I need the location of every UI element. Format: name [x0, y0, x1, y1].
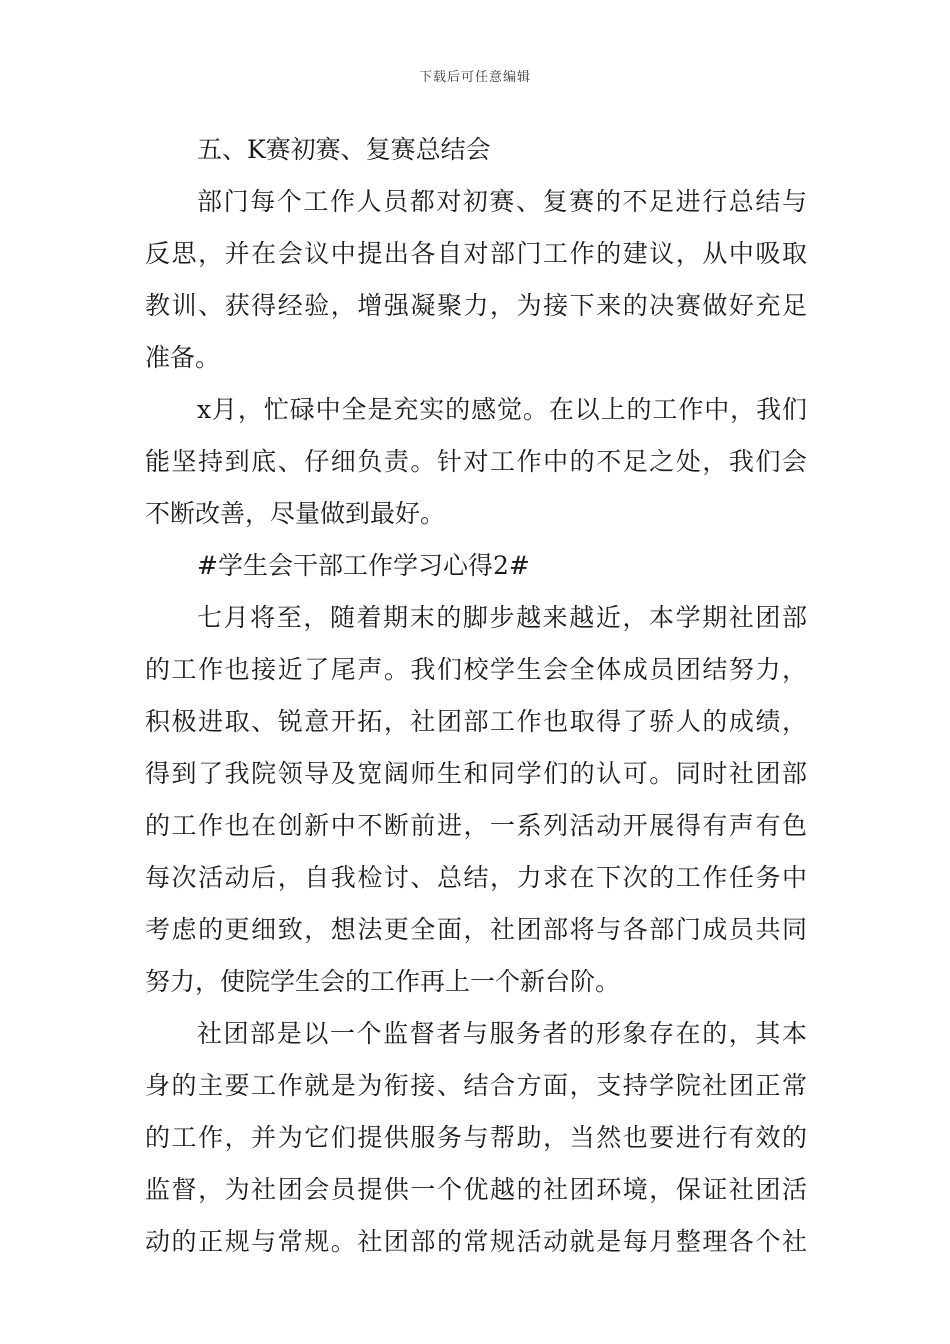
- paragraph-line: 每次活动后，自我检讨、总结，力求在下次的工作任务中: [145, 863, 807, 892]
- paragraph-line: 部门每个工作人员都对初赛、复赛的不足进行总结与: [197, 187, 807, 216]
- paragraph-line: 能坚持到底、仔细负责。针对工作中的不足之处，我们会: [145, 447, 807, 476]
- paragraph-line: 考虑的更细致，想法更全面，社团部将与各部门成员共同: [145, 915, 807, 944]
- paragraph-line: 努力，使院学生会的工作再上一个新台阶。: [145, 967, 621, 996]
- paragraph-line: 动的正规与常规。社团部的常规活动就是每月整理各个社: [145, 1227, 807, 1256]
- paragraph-line: 的工作也在创新中不断前进，一系列活动开展得有声有色: [145, 811, 807, 840]
- paragraph-line: 的工作也接近了尾声。我们校学生会全体成员团结努力，: [145, 655, 807, 684]
- paragraph-line: 社团部是以一个监督者与服务者的形象存在的，其本: [197, 1019, 807, 1048]
- paragraph-line: 教训、获得经验，增强凝聚力，为接下来的决赛做好充足: [145, 291, 807, 320]
- paragraph-line: 反思，并在会议中提出各自对部门工作的建议，从中吸取: [145, 239, 807, 268]
- page-header-note: 下载后可任意编辑: [418, 70, 531, 85]
- paragraph-line: 准备。: [145, 343, 221, 372]
- paragraph-line: 的工作，并为它们提供服务与帮助，当然也要进行有效的: [145, 1123, 807, 1152]
- section-heading: #学生会干部工作学习心得2#: [197, 551, 530, 580]
- paragraph-line: 七月将至，随着期末的脚步越来越近，本学期社团部: [197, 603, 807, 632]
- paragraph-line: 得到了我院领导及宽阔师生和同学们的认可。同时社团部: [145, 759, 807, 788]
- document-body: [145, 124, 807, 1268]
- paragraph-line: x月，忙碌中全是充实的感觉。在以上的工作中，我们: [197, 395, 807, 424]
- paragraph-line: 身的主要工作就是为衔接、结合方面，支持学院社团正常: [145, 1071, 807, 1100]
- paragraph-line: 监督，为社团会员提供一个优越的社团环境，保证社团活: [145, 1175, 807, 1204]
- paragraph-line: 积极进取、锐意开拓，社团部工作也取得了骄人的成绩，: [145, 707, 807, 736]
- section-heading: 五、K赛初赛、复赛总结会: [197, 135, 491, 164]
- paragraph-line: 不断改善，尽量做到最好。: [145, 499, 446, 528]
